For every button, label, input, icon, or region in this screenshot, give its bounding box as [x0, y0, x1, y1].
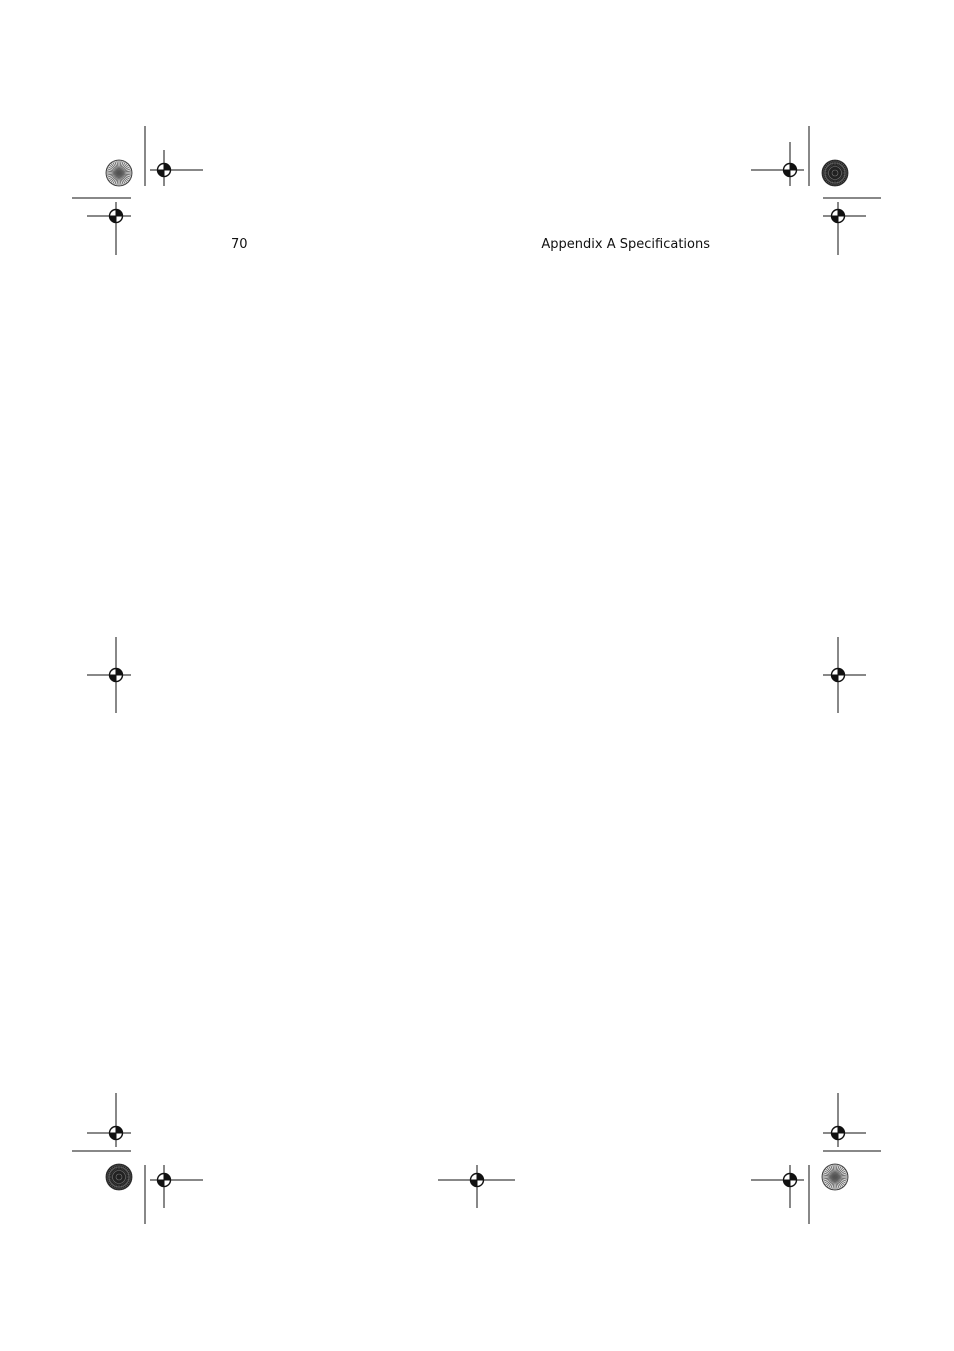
crop-mark-bottom-left — [72, 1093, 203, 1224]
crop-mark-bottom-right — [751, 1093, 881, 1224]
running-head: Appendix A Specifications — [541, 237, 710, 252]
registration-mark-icon — [105, 1122, 127, 1144]
starburst-dark-icon — [822, 160, 848, 186]
registration-mark-icon — [827, 205, 849, 227]
starburst-light-icon — [822, 1164, 848, 1190]
registration-mark-icon — [827, 664, 849, 686]
registration-mark-icon — [153, 1169, 175, 1191]
registration-mark-icon — [105, 664, 127, 686]
starburst-dark-icon — [106, 1164, 132, 1190]
starburst-light-icon — [106, 160, 132, 186]
registration-mark-icon — [153, 159, 175, 181]
registration-mark-icon — [779, 159, 801, 181]
registration-mark-icon — [466, 1169, 488, 1191]
page-number: 70 — [231, 237, 248, 252]
registration-mark-icon — [105, 205, 127, 227]
crop-mark-top-right — [751, 126, 881, 255]
registration-mark-icon — [779, 1169, 801, 1191]
registration-mark-icon — [827, 1122, 849, 1144]
crop-mark-top-left — [72, 126, 203, 255]
